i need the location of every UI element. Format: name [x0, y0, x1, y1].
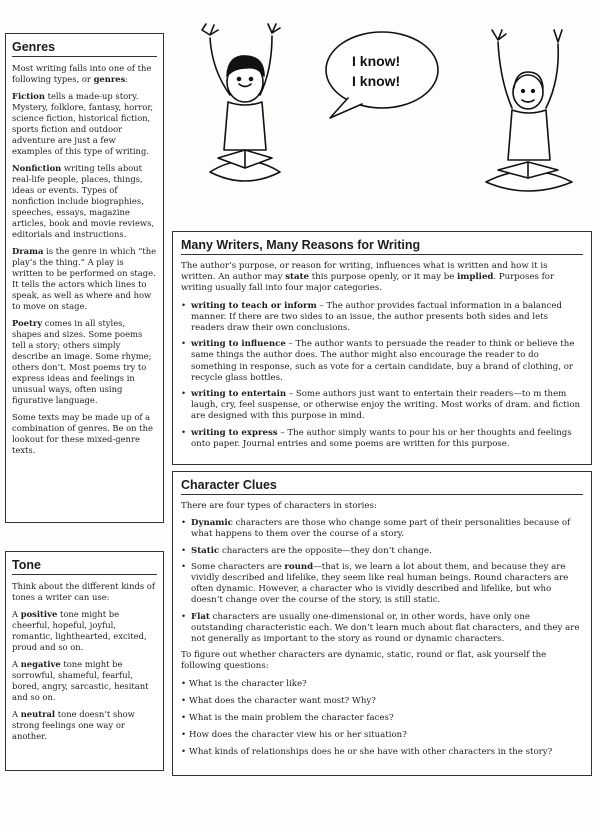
genre-text: comes in all styles, shapes and sizes. Some poems tell a story; others simply describe an image. Some rhyme; others don’t. Most poems try to express ideas and feelings in unusual ways, often using figurative language. — [12, 318, 152, 405]
genres-box — [5, 33, 164, 523]
genre-term: Poetry — [12, 318, 43, 328]
tone-text: tone doesn’t show strong feelings one way or another. — [12, 709, 135, 741]
reason-text: – The author provides factual information in a balanced manner. If there are two sides to an issue, the author presents both sides and lets readers draw their own conclusions. — [191, 300, 562, 334]
questions-list — [181, 679, 583, 759]
character-type-item — [181, 612, 583, 646]
character-clues-box — [172, 471, 592, 776]
reason-text: – The author wants to persuade the reader to think or believe the same things the author does. The author might also encourage the reader to do something in response, such as vote for a certain candidate, buy a brand of clothing, or recycle glass bottles. — [191, 339, 575, 383]
clues-title-rule — [181, 494, 583, 495]
tone-intro: Think about the different kinds of tones a writer can use: — [12, 581, 155, 602]
clues-title: Character Clues — [181, 478, 277, 492]
question-item: • What does the character want most? Why? — [181, 696, 583, 707]
question-item: • What is the main problem the character faces? — [181, 713, 583, 724]
reasons-intro — [181, 261, 583, 295]
question-item: • How does the character view his or her situation? — [181, 730, 583, 741]
reason-text: – The author simply wants to pour his or her thoughts and feelings onto paper. Journal entries and some poems are written for this purpose. — [191, 427, 572, 449]
tone-title: Tone — [12, 558, 41, 572]
character-term: Flat — [191, 611, 210, 622]
reasons-list — [181, 301, 583, 450]
genre-drama — [12, 246, 157, 312]
genres-title-rule — [12, 56, 157, 57]
reasons-intro-text: this purpose openly, or it may be — [309, 272, 458, 283]
reason-item — [181, 301, 583, 335]
genre-poetry — [12, 318, 157, 406]
character-pre: Some characters are — [191, 561, 285, 572]
genre-text: is the genre in which “the play’s the thing.” A play is written to be performed on stage. It tells the actors which lines to speak, as well as where and how to move on stage. — [12, 246, 157, 311]
tone-article: A — [12, 659, 21, 669]
reasons-term-implied: implied — [457, 272, 494, 283]
character-type-item — [181, 562, 583, 607]
character-term: round — [284, 561, 314, 572]
right-reader-figure — [486, 30, 572, 191]
genres-intro-colon: : — [125, 74, 129, 84]
genre-nonfiction — [12, 163, 157, 240]
tone-box — [5, 551, 164, 771]
reason-term: writing to entertain — [191, 389, 287, 400]
character-text: characters are the opposite—they don’t change. — [219, 545, 432, 556]
character-text: characters are those who change some part of their personalities because of what happens to them over the course of a story. — [191, 518, 571, 540]
genres-title: Genres — [12, 40, 56, 54]
questions-intro: To figure out whether characters are dynamic, static, round or flat, ask yourself the following questions: — [181, 650, 547, 672]
tone-article: A — [12, 709, 21, 719]
genres-intro-text: Most writing falls into one of the following types, or — [12, 63, 152, 84]
tone-negative — [12, 659, 157, 703]
reasons-title-rule — [181, 254, 583, 255]
character-text: —that is, we learn a lot about them, and because they are vividly described and lifelike, they seem like real human beings. Round characters are often dynamic. However, a character who is vividly described and lifelike, but who doesn’t change over the course of the story, is still static. — [191, 561, 569, 606]
reason-term: writing to influence — [191, 339, 286, 350]
reason-item — [181, 428, 583, 450]
tone-neutral — [12, 709, 157, 742]
reason-item — [181, 389, 583, 423]
tone-term: positive — [20, 609, 58, 619]
question-item: • What kinds of relationships does he or she have with other characters in the story? — [181, 747, 583, 758]
tone-article: A — [12, 609, 21, 619]
character-term: Dynamic — [191, 518, 233, 529]
character-text: characters are usually one-dimensional or, in other words, have only one outstanding characteristic each. We don’t learn much about flat characters, and they are not generally as important to the story as round or dynamic characters. — [191, 611, 580, 645]
character-type-item — [181, 518, 583, 540]
clues-intro: There are four types of characters in stories: — [181, 501, 377, 511]
genre-fiction — [12, 91, 157, 157]
genres-intro-term: genres — [93, 74, 126, 84]
genre-term: Fiction — [12, 91, 45, 101]
reasons-intro-text: . Purposes for writing usually fall into four major categories. — [181, 272, 555, 294]
tone-text: tone might be sorrowful, shameful, fearful, bored, angry, sarcastic, hesitant and so on. — [12, 659, 149, 702]
reason-item — [181, 339, 583, 384]
reasons-intro-text: The author’s purpose, or reason for writing, influences what is written and how it is written. An author may — [181, 261, 548, 283]
reason-term: writing to express — [191, 427, 278, 438]
tone-text: tone might be cheerful, hopeful, joyful, romantic, lighthearted, excited, proud and so on. — [12, 609, 147, 652]
speech-line-1: I know! — [352, 53, 401, 69]
genre-text: tells a made-up story. Mystery, folklore, fantasy, horror, science fiction, historical fiction, sports fiction and outdoor adventure are just a few examples of this type of writing. — [12, 91, 154, 156]
character-types-list — [181, 518, 583, 645]
character-term: Static — [191, 545, 220, 556]
reason-text: – Some authors just want to entertain their readers—to m them laugh, cry, feel suspense, or otherwise enjoy the writing. Most works of dram. and fiction are designed with this purpose in mind. — [191, 389, 581, 422]
genre-term: Nonfiction — [12, 163, 62, 173]
question-item: • What is the character like? — [181, 679, 583, 690]
speech-line-2: I know! — [352, 73, 401, 89]
left-reader-figure — [202, 24, 280, 181]
reasons-box — [172, 231, 592, 465]
tone-positive — [12, 609, 157, 653]
reasons-term-state: state — [285, 272, 310, 283]
tone-title-rule — [12, 574, 157, 575]
cheering-readers-illustration — [180, 0, 592, 228]
genre-text: writing tells about real-life people, places, things, ideas or events. Types of nonfiction include biographies, speeches, essays, magazine articles, book and movie reviews, editorials and instructions. — [12, 163, 155, 239]
character-type-item — [181, 546, 583, 557]
genre-term: Drama — [12, 246, 44, 256]
tone-term: neutral — [20, 709, 56, 719]
tone-term: negative — [20, 659, 61, 669]
genres-intro — [12, 63, 157, 85]
reasons-title: Many Writers, Many Reasons for Writing — [181, 238, 421, 252]
genres-closing: Some texts may be made up of a combination of genres. Be on the lookout for these mixed-genre texts. — [12, 412, 153, 455]
reason-term: writing to teach or inform — [191, 300, 317, 311]
